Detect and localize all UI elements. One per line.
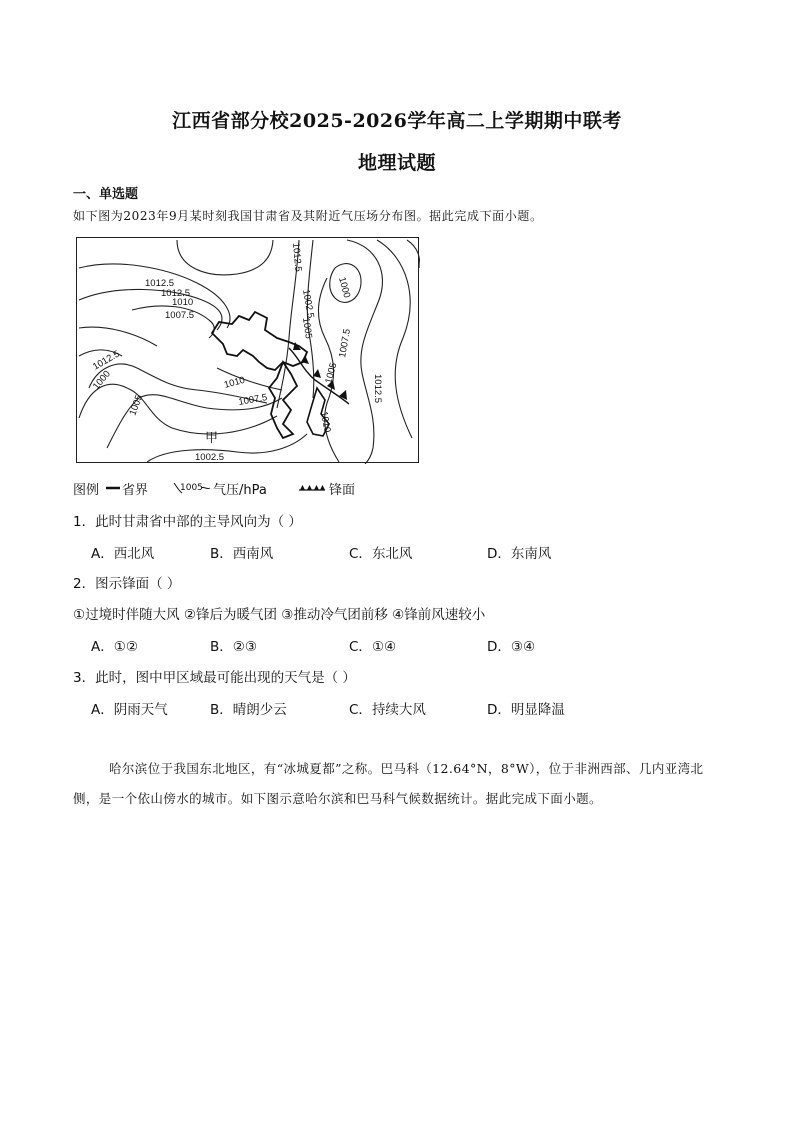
q3-option-a[interactable]: A．阴雨天气: [91, 702, 168, 718]
isobar-label: 1010: [318, 410, 333, 434]
isobar-label: 1012.5: [91, 348, 122, 373]
question-2-statements: ①过境时伴随大风 ②锋后为暖气团 ③推动冷气团前移 ④锋前风速较小: [73, 607, 486, 623]
map-legend: [73, 479, 403, 497]
legend-front: 锋面: [329, 483, 356, 498]
isobar-line: [79, 289, 222, 330]
q1-option-c[interactable]: C．东北风: [349, 546, 413, 562]
q1-option-d[interactable]: D．东南风: [487, 546, 552, 562]
isobar-legend-tail-icon: [201, 485, 211, 491]
q2-option-a[interactable]: A．①②: [91, 639, 138, 655]
isobar-line: [347, 240, 382, 464]
question-intro: 如下图为2023年9月某时刻我国甘肃省及其附近气压场分布图。据此完成下面小题。: [73, 209, 543, 223]
isobar-label: 1005: [300, 316, 314, 340]
isobar-label: 1002.5: [300, 288, 316, 320]
front-legend-icon: [299, 483, 325, 491]
isobar-label: 1012.5: [161, 288, 191, 299]
legend-province-border: 省界: [122, 483, 149, 498]
q3-option-b[interactable]: B．晴朗少云: [210, 702, 287, 718]
q1-option-a[interactable]: A．西北风: [91, 546, 155, 562]
isobar-label: 1007.5: [337, 327, 354, 359]
exam-title: 江西省部分校2025-2026学年高二上学期期中联考: [172, 110, 622, 132]
q1-option-b[interactable]: B．西南风: [210, 546, 274, 562]
isobar-label: 1002.5: [195, 452, 225, 463]
reading-passage: 哈尔滨位于我国东北地区，有“冰城夏都”之称。巴马科（12.64°N，8°W），位于非洲西部、几内亚湾北侧，是一个依山傍水的城市。如下图示意哈尔滨和巴马科气候数据统计。据此完成下面小题。: [73, 761, 704, 806]
question-1-stem: 1．此时甘肃省中部的主导风向为（ ）: [73, 514, 302, 530]
legend-isobar-unit: 气压/hPa: [213, 483, 267, 498]
pressure-map: [76, 237, 419, 463]
isobar-label: 1007.5: [165, 310, 195, 321]
province-border: [269, 362, 297, 438]
exam-subject-title: 地理试题: [357, 152, 436, 174]
isobar-label: 1000: [336, 275, 353, 300]
region-jia-label: 甲: [205, 431, 219, 446]
legend-isobar-sample: 1005: [180, 483, 203, 493]
q2-option-b[interactable]: B．②③: [210, 639, 257, 655]
isobar-line: [407, 240, 420, 268]
isobar-line: [377, 240, 412, 438]
section-heading: 一、单选题: [73, 187, 139, 202]
q2-option-c[interactable]: C．①④: [349, 639, 397, 655]
province-border-legend-icon: [106, 486, 120, 490]
isobar-label: 1005: [127, 393, 146, 418]
isobar-label: 1012.5: [290, 242, 304, 273]
isobar-label: 1010: [222, 374, 247, 391]
isobar-label: 1012.5: [372, 374, 383, 404]
isobar-line: [177, 240, 273, 275]
province-border: [212, 312, 307, 370]
q2-option-d[interactable]: D．③④: [487, 639, 536, 655]
q3-option-d[interactable]: D．明显降温: [487, 702, 565, 718]
isobar-label: 1007.5: [237, 392, 269, 408]
pressure-map-drawing: [77, 238, 420, 464]
isobar-label: 1005: [323, 361, 340, 385]
isobar-label: 1010: [172, 297, 194, 308]
legend-title: 图例: [73, 483, 100, 498]
isobar-label: 1000: [90, 368, 113, 392]
q3-option-c[interactable]: C．持续大风: [349, 702, 426, 718]
question-2-stem: 2．图示锋面（ ）: [73, 576, 181, 592]
isobar-line: [79, 327, 157, 346]
isobar-label: 1012.5: [145, 278, 175, 289]
question-3-stem: 3．此时，图中甲区域最可能出现的天气是（ ）: [73, 670, 356, 686]
